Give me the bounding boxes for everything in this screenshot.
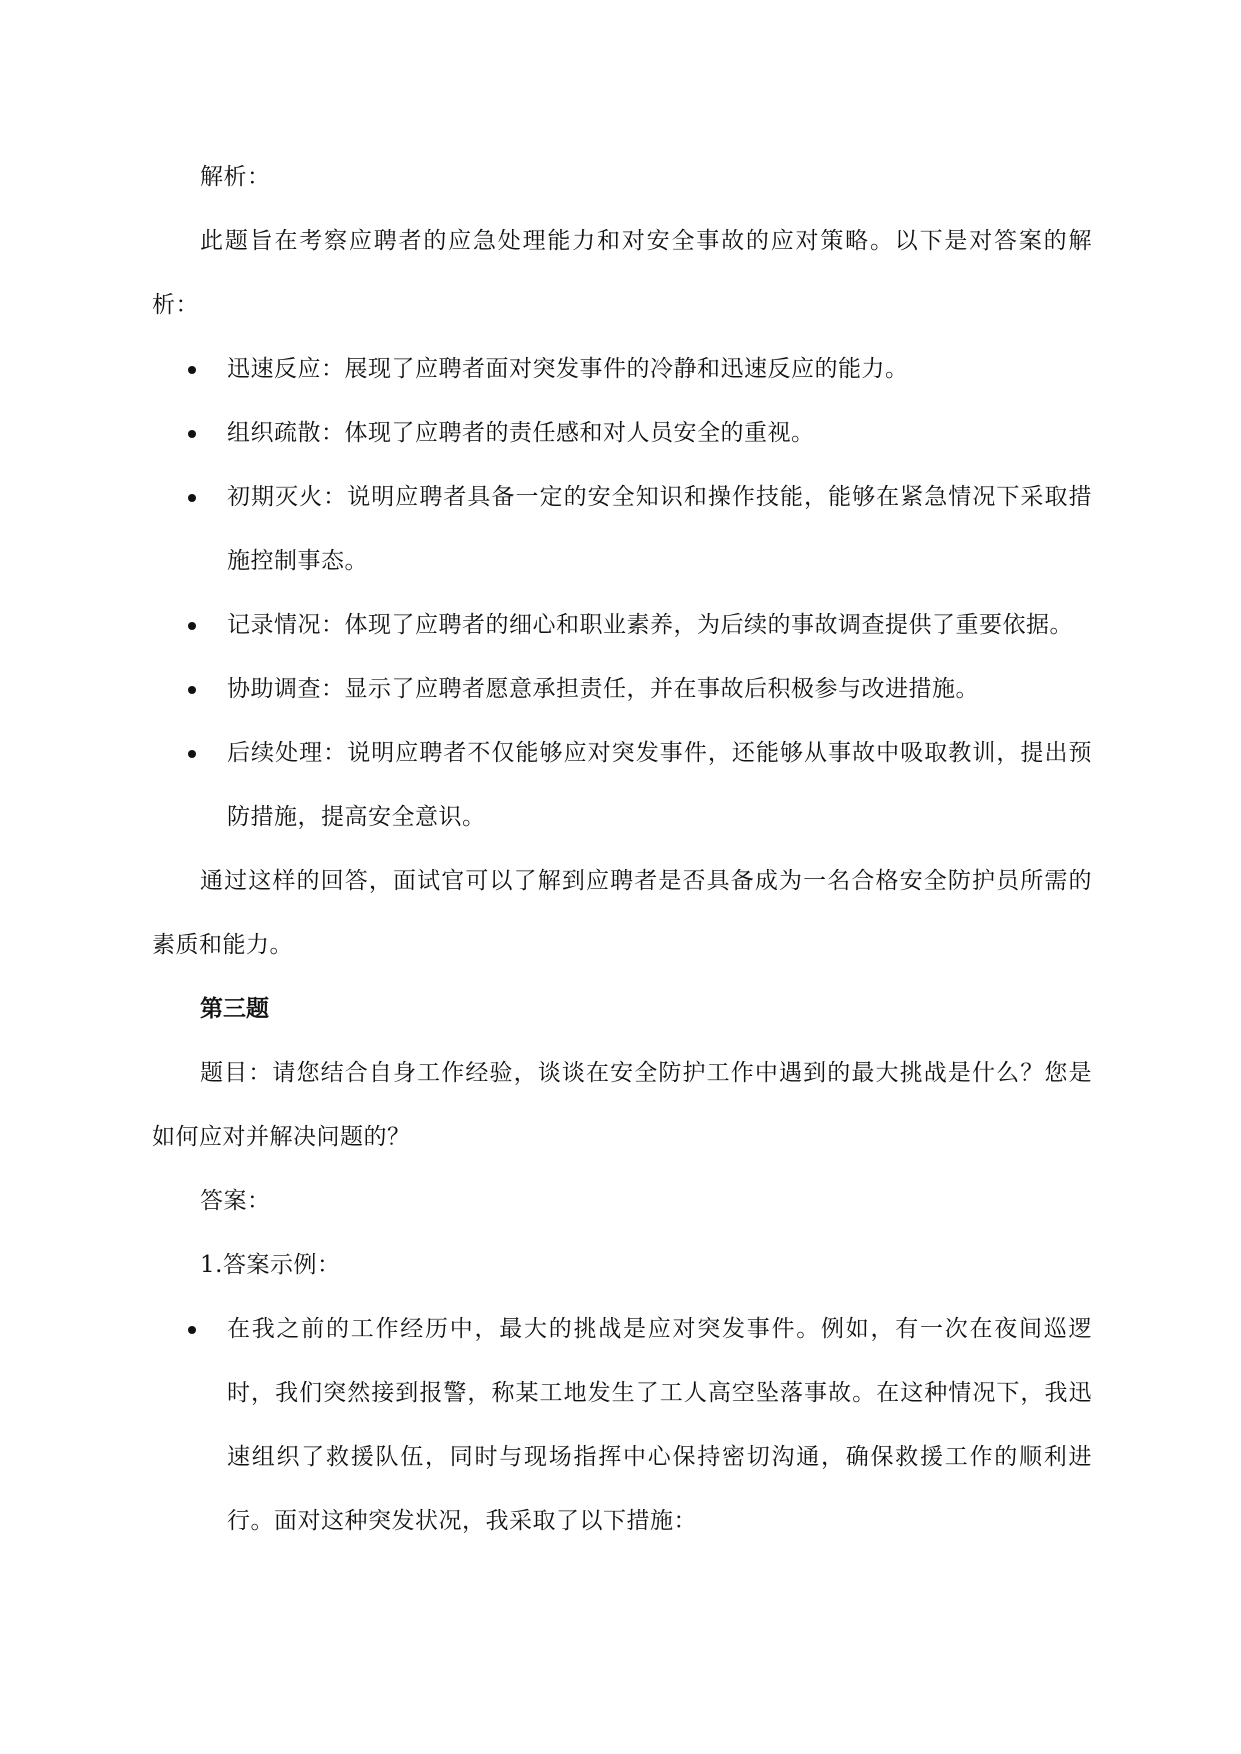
bullet-text: 协助调查：显示了应聘者愿意承担责任，并在事故后积极参与改进措施。 bbox=[227, 676, 979, 702]
bullet-text: 记录情况：体现了应聘者的细心和职业素养，为后续的事故调查提供了重要依据。 bbox=[227, 612, 1073, 638]
bullet-text: 迅速反应：展现了应聘者面对突发事件的冷静和迅速反应的能力。 bbox=[227, 356, 909, 382]
bullet-text: 初期灭火：说明应聘者具备一定的安全知识和操作技能，能够在紧急情况下采取措施控制事态。 bbox=[227, 484, 1092, 574]
answer-bullet-item bbox=[152, 1297, 1092, 1553]
analysis-intro: 此题旨在考察应聘者的应急处理能力和对安全事故的应对策略。以下是对答案的解析： bbox=[152, 228, 1092, 318]
analysis-bullet-item bbox=[152, 593, 1092, 657]
analysis-bullet-item bbox=[152, 401, 1092, 465]
analysis-bullet-item bbox=[152, 657, 1092, 721]
analysis-bullet-item bbox=[152, 337, 1092, 401]
bullet-dot-icon bbox=[188, 494, 196, 502]
analysis-bullet-list bbox=[152, 337, 1092, 849]
answer-bullet-list bbox=[152, 1297, 1092, 1553]
bullet-dot-icon bbox=[188, 1326, 196, 1334]
document-content bbox=[152, 145, 1092, 1553]
analysis-bullet-item bbox=[152, 465, 1092, 593]
analysis-conclusion: 通过这样的回答，面试官可以了解到应聘者是否具备成为一名合格安全防护员所需的素质和能力。 bbox=[152, 868, 1092, 958]
bullet-dot-icon bbox=[188, 366, 196, 374]
bullet-dot-icon bbox=[188, 750, 196, 758]
question-heading: 第三题 bbox=[200, 996, 269, 1022]
analysis-bullet-item bbox=[152, 721, 1092, 849]
question-text: 题目：请您结合自身工作经验，谈谈在安全防护工作中遇到的最大挑战是什么？您是如何应对并解决问题的？ bbox=[152, 1060, 1092, 1150]
analysis-label: 解析： bbox=[200, 164, 271, 190]
bullet-dot-icon bbox=[188, 622, 196, 630]
bullet-dot-icon bbox=[188, 686, 196, 694]
bullet-dot-icon bbox=[188, 430, 196, 438]
bullet-text: 后续处理：说明应聘者不仅能够应对突发事件，还能够从事故中吸取教训，提出预防措施，提高安全意识。 bbox=[227, 740, 1092, 830]
answer-label: 答案： bbox=[200, 1188, 271, 1214]
bullet-text: 组织疏散：体现了应聘者的责任感和对人员安全的重视。 bbox=[227, 420, 815, 446]
answer-example-label: 1.答案示例： bbox=[200, 1252, 341, 1278]
bullet-text: 在我之前的工作经历中，最大的挑战是应对突发事件。例如，有一次在夜间巡逻时，我们突然接到报警，称某工地发生了工人高空坠落事故。在这种情况下，我迅速组织了救援队伍，同时与现场指挥中心保持密切沟通，确保救援工作的顺利进行。面对这种突发状况，我采取了以下措施： bbox=[227, 1316, 1092, 1534]
